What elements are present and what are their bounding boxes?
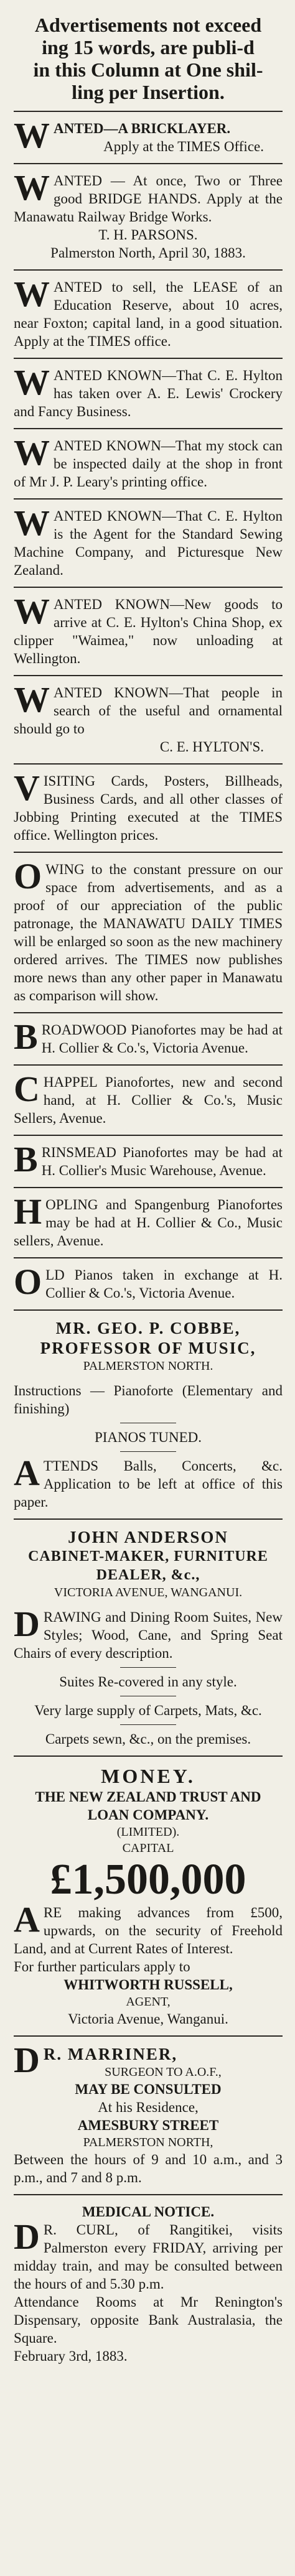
ad-body: ANTED to sell, the LEASE of an Education Reserve, about 10 acres, near Foxton; capital land, in a good situation. Apply at the TIMES office. [14,279,283,349]
drop-cap: W [14,274,50,314]
ad-broadwood [14,1012,283,1064]
header-line: ling per Insertion. [72,81,225,103]
ad-body: RINSMEAD Pianofortes may be had at H. Collier's Music Warehouse, Avenue. [41,1145,283,1178]
ad-title: MR. GEO. P. COBBE, [55,1319,241,1337]
drop-cap: O [14,856,42,896]
ad-line: Suites Re-covered in any style. [59,1674,237,1690]
ad-title: R. MARRINER, [43,2045,178,2063]
ad-title: MONEY. [101,1765,195,1787]
ad-leary-printing [14,428,283,498]
ad-body: RE making advances from £500, upwards, on the security of Freehold Land, and at Current Rates of Interest. [14,1905,283,1956]
ad-medical-notice [14,2194,283,2373]
header-line: Advertisements not exceed [34,14,262,36]
ad-cobbe [14,1309,283,1518]
drop-cap: W [14,115,50,156]
ad-body: TTENDS Balls, Concerts, &c. Application to be left at office of this paper. [14,1458,283,1510]
ad-street: AMESBURY STREET [77,2118,219,2133]
drop-cap: W [14,167,50,208]
header-line: ing 15 words, are publi-d [42,36,255,58]
ad-capital-amount: £1,500,000 [50,1856,246,1904]
ad-chappel [14,1064,283,1135]
ad-anderson [14,1518,283,1755]
drop-cap: B [14,1139,38,1179]
ad-line: Very large supply of Carpets, Mats, &c. [34,1703,262,1718]
ad-hylton-crockery [14,358,283,428]
ad-town: PALMERSTON NORTH, [83,2136,213,2149]
ad-title: JOHN ANDERSON [68,1528,228,1546]
ad-signature: C. E. HYLTON'S. [159,739,264,755]
ad-title: MEDICAL NOTICE. [82,2204,215,2220]
ad-company: THE NEW ZEALAND TRUST AND LOAN COMPANY. [35,1789,261,1823]
drop-cap: D [14,1604,40,1644]
ad-consult: MAY BE CONSULTED [75,2081,222,2097]
ad-sewing-machine [14,498,283,587]
agent-name: WHITWORTH RUSSELL, [63,1977,233,1992]
drop-cap: W [14,679,50,720]
ad-role: SURGEON TO A.O.F., [105,2065,222,2079]
ad-subtitle: PROFESSOR OF MUSIC, [40,1339,256,1357]
ad-date: February 3rd, 1883. [14,2348,128,2364]
ad-body: RAWING and Dining Room Suites, New Styles; Wood, Cane, and Spring Seat Chairs of every description. [14,1609,283,1661]
ad-line: Carpets sewn, &c., on the premises. [45,1731,251,1747]
divider [120,1724,176,1725]
drop-cap: W [14,591,50,631]
ad-body: Instructions — Pianoforte (Elementary and finishing) [14,1383,283,1416]
ad-body: OPLING and Spangenburg Pianofortes may be had at H. Collier & Co., Music sellers, Avenue. [14,1197,283,1248]
ad-bricklayer [14,111,283,163]
drop-cap: W [14,432,50,473]
ad-visiting-cards [14,763,283,852]
ad-heading: PIANOS TUNED. [94,1430,202,1445]
drop-cap: W [14,362,50,402]
drop-cap: O [14,1262,42,1302]
drop-cap: V [14,768,40,808]
ad-money [14,1755,283,2035]
drop-cap: W [14,503,50,543]
ad-body: HAPPEL Pianofortes, new and second hand, at H. Collier & Co.'s, Music Sellers, Avenue. [14,1074,283,1126]
ad-brinsmead [14,1135,283,1187]
drop-cap: A [14,1899,40,1940]
ad-bridge-hands [14,163,283,269]
ad-body: ISITING Cards, Posters, Billheads, Business Cards, and all other classes of Jobbing Printing executed at the TIMES office. Wellington prices. [14,773,283,843]
header-line: in this Column at One shil- [33,58,263,81]
agent-title: AGENT, [126,1995,171,2009]
ad-waimea [14,587,283,675]
ad-particulars: For further particulars apply to [14,1959,190,1974]
agent-address: Victoria Avenue, Wanganui. [68,2011,228,2027]
ad-body: Apply at the TIMES Office. [103,139,264,154]
ad-body: ANTED KNOWN—That people in search of the useful and ornamental should go to [14,685,283,737]
ad-dateline: Palmerston North, April 30, 1883. [50,245,246,261]
ad-subtitle: CABINET-MAKER, FURNITURE DEALER, &c., [28,1548,268,1583]
ad-attendance: Attendance Rooms at Mr Renington's Dispensary, opposite Bank Australasia, the Square. [14,2294,283,2346]
divider [120,1667,176,1668]
drop-cap: H [14,1191,42,1232]
drop-cap: A [14,1453,40,1493]
ad-old-pianos [14,1257,283,1309]
ad-location: PALMERSTON NORTH. [83,1359,213,1373]
ad-limited: (LIMITED). [116,1825,180,1839]
ad-signature: T. H. PARSONS. [98,227,198,243]
ad-hopling [14,1187,283,1257]
column-header [14,14,283,111]
ad-body: ANTED KNOWN—That C. E. Hylton has taken over A. E. Lewis' Crockery and Fancy Business. [14,368,283,419]
ad-capital-label: CAPITAL [122,1841,174,1855]
drop-cap: D [14,2040,40,2080]
ad-address: VICTORIA AVENUE, WANGANUI. [54,1586,243,1599]
spacer [14,1601,283,1608]
drop-cap: D [14,2216,40,2257]
ad-body: LD Pianos taken in exchange at H. Collier & Co.'s, Victoria Avenue. [45,1267,283,1301]
ad-body: ANTED — At once, Two or Three good BRIDGE HANDS. Apply at the Manawatu Railway Bridge Works. [14,173,283,225]
spacer [14,1374,283,1382]
ad-body: ANTED KNOWN—That my stock can be inspected daily at the shop in front of Mr J. P. Leary's printing office. [14,438,283,490]
drop-cap: C [14,1069,40,1109]
divider [120,1451,176,1452]
ad-body: WING to the constant pressure on our space from advertisements, and as a proof of our appreciation of the public patronage, the MANAWATU DAILY TIMES will be enlarged so soon as the new machinery ordered arrives. The TIMES now publishes more news than any other paper in Manawatu as comparison will show. [14,862,283,1003]
ad-body: ROADWOOD Pianofortes may be had at H. Collier & Co.'s, Victoria Avenue. [41,1022,283,1056]
ad-hours: Between the hours of 9 and 10 a.m., and 3 p.m., and 7 and 8 p.m. [14,2152,283,2185]
ad-body: ANTED KNOWN—New goods to arrive at C. E. Hylton's China Shop, ex clipper "Waimea," now unloading at Wellington. [14,597,283,666]
ad-enlarged-notice [14,852,283,1012]
ad-consult-place: At his Residence, [98,2099,199,2115]
ad-body: ANTED KNOWN—That C. E. Hylton is the Agent for the Standard Sewing Machine Company, and Picturesque New Zealand. [14,508,283,578]
ad-lease [14,269,283,358]
ad-body: R. CURL, of Rangitikei, visits Palmerston every FRIDAY, arriving per midday train, and may be consulted between the hours of and 5.30 p.m. [14,2222,283,2292]
ad-ornamental [14,675,283,763]
drop-cap: B [14,1016,38,1057]
ad-title: ANTED—A BRICKLAYER. [54,121,231,136]
ad-marriner [14,2035,283,2194]
